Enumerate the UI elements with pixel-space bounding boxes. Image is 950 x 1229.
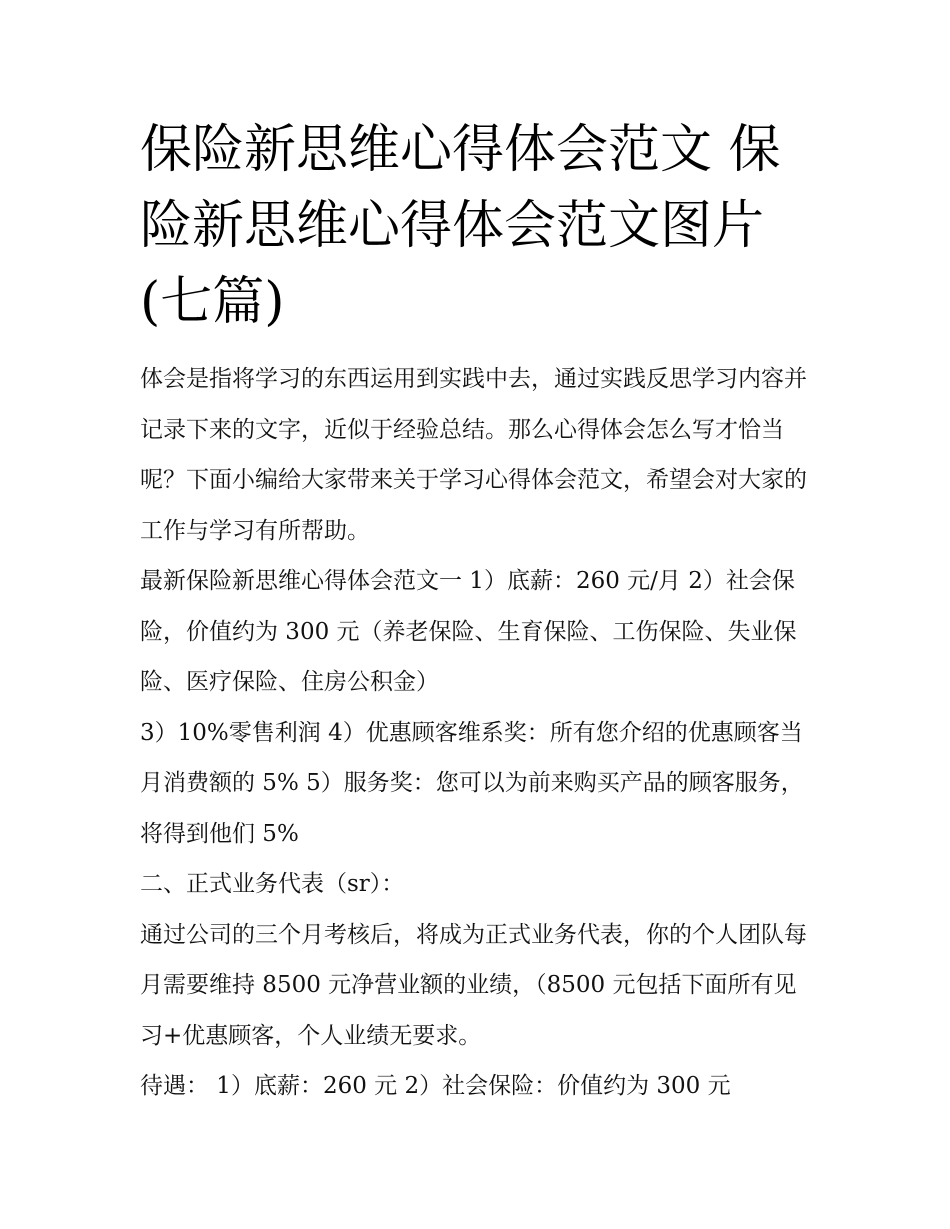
paragraph-benefits: 3）10%零售利润 4）优惠顾客维系奖：所有您介绍的优惠顾客当月消费额的 5% 5）服务奖：您可以为前来购买产品的顾客服务，将得到他们 5%: [140, 719, 804, 847]
paragraph-sr-requirements: 通过公司的三个月考核后，将成为正式业务代表，你的个人团队每月需要维持 8500 元净营业额的业绩，（8500 元包括下面所有见习+优惠顾客，个人业绩无要求。: [140, 921, 807, 1049]
document-page: [140, 112, 812, 1112]
paragraph-treatment: 待遇： 1）底薪：260 元 2）社会保险：价值约为 300 元: [140, 1073, 731, 1099]
paragraph-essay-one: 最新保险新思维心得体会范文一 1）底薪：260 元/月 2）社会保险，价值约为 300 元（养老保险、生育保险、工伤保险、失业保险、医疗保险、住房公积金）: [140, 568, 797, 695]
document-title: 保险新思维心得体会范文 保险新思维心得体会范文图片(七篇): [140, 120, 781, 332]
paragraph-intro: 体会是指将学习的东西运用到实践中去，通过实践反思学习内容并记录下来的文字，近似于经验总结。那么心得体会怎么写才恰当呢？下面小编给大家带来关于学习心得体会范文，希望会对大家的工作与学习有所帮助。: [140, 366, 807, 544]
section-heading-sr: 二、正式业务代表（sr）：: [140, 871, 405, 897]
